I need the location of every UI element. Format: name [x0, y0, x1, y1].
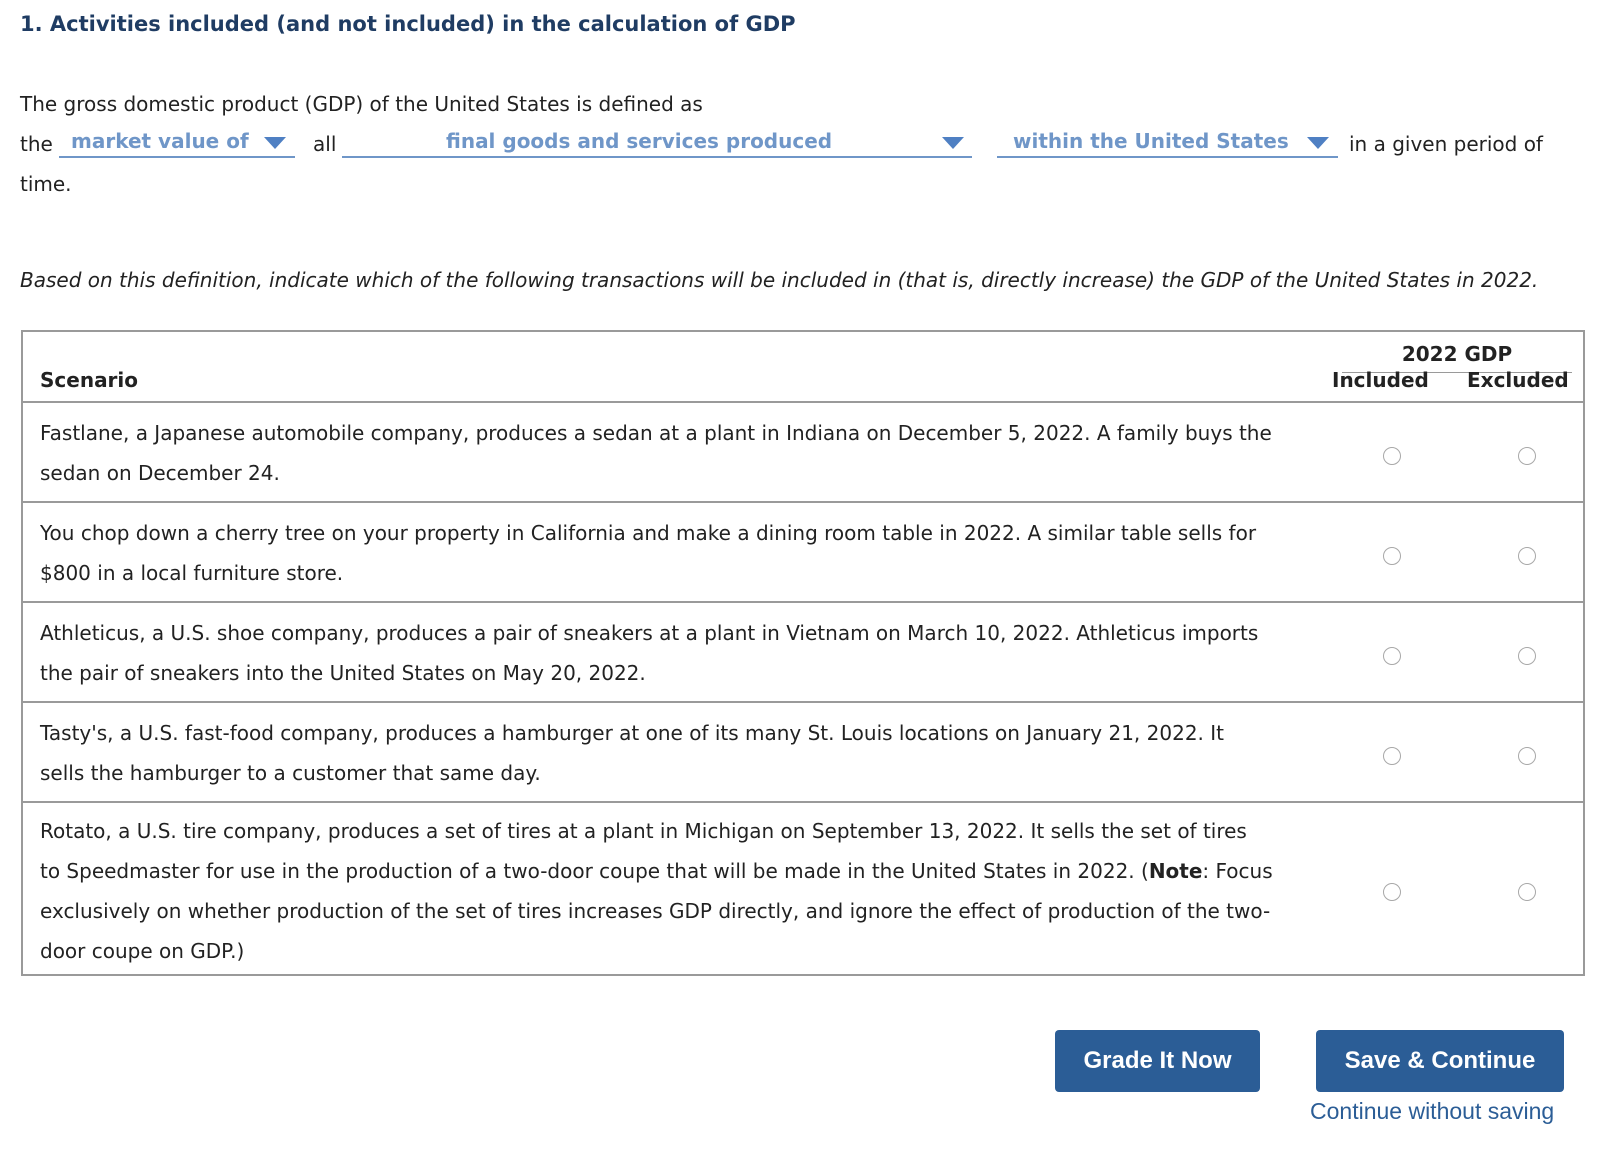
- scenario-text: Rotato, a U.S. tire company, produces a set of tires at a plant in Michigan on September 13, 2022. It sells the set of tires to Speedmaster for use in the production of a two-door coupe that will be made in the United States in 2022. (Note: Focus exclusively on whether production of the set of tires increases GDP directly, and ignore the effect of production of the two- door coupe on GDP.): [40, 819, 1273, 963]
- note-label: Note: [1148, 859, 1203, 883]
- scenario-text: Athleticus, a U.S. shoe company, produces a pair of sneakers at a plant in Vietnam on March 10, 2022. Athleticus imports the pair of sneakers into the United States on May 20, 2022.: [40, 621, 1259, 685]
- word-tail: in a given period of: [1349, 132, 1543, 156]
- radio-included[interactable]: [1383, 547, 1401, 565]
- table-row: [23, 601, 1583, 701]
- table-row: [23, 501, 1583, 601]
- radio-included[interactable]: [1383, 447, 1401, 465]
- dropdown-location[interactable]: [997, 128, 1338, 158]
- chevron-down-icon: [942, 137, 964, 149]
- radio-excluded[interactable]: [1518, 547, 1536, 565]
- radio-included[interactable]: [1383, 883, 1401, 901]
- radio-included[interactable]: [1383, 647, 1401, 665]
- dropdown-goods-type-label: final goods and services produced: [446, 129, 833, 153]
- column-group-header: 2022 GDP: [1342, 342, 1572, 373]
- word-all: all: [313, 132, 337, 156]
- definition-line-1: The gross domestic product (GDP) of the United States is defined as: [20, 92, 703, 116]
- question-title: 1. Activities included (and not included) in the calculation of GDP: [20, 12, 796, 36]
- scenario-header: Scenario: [40, 368, 139, 392]
- table-row: [23, 701, 1583, 801]
- radio-excluded[interactable]: [1518, 647, 1536, 665]
- radio-included[interactable]: [1383, 747, 1401, 765]
- instruction-text: Based on this definition, indicate which of the following transactions will be included in (that is, directly increase) the GDP of the United States in 2022.: [20, 268, 1539, 292]
- scenario-text: You chop down a cherry tree on your property in California and make a dining room table in 2022. A similar table sells for $800 in a local furniture store.: [40, 521, 1257, 585]
- chevron-down-icon: [264, 137, 286, 149]
- dropdown-value-type-label: market value of: [71, 129, 249, 153]
- gdp-table: [21, 330, 1585, 976]
- word-the: the: [20, 132, 53, 156]
- grade-it-now-button[interactable]: Grade It Now: [1055, 1030, 1260, 1092]
- scenario-text: Fastlane, a Japanese automobile company, produces a sedan at a plant in Indiana on December 5, 2022. A family buys the sedan on December 24.: [40, 421, 1272, 485]
- continue-without-saving-link[interactable]: Continue without saving: [1310, 1098, 1555, 1124]
- radio-excluded[interactable]: [1518, 447, 1536, 465]
- save-and-continue-button[interactable]: Save & Continue: [1316, 1030, 1564, 1092]
- dropdown-value-type[interactable]: [59, 128, 295, 158]
- radio-excluded[interactable]: [1518, 883, 1536, 901]
- dropdown-location-label: within the United States: [1013, 129, 1289, 153]
- radio-excluded[interactable]: [1518, 747, 1536, 765]
- table-row: [23, 801, 1583, 974]
- word-time: time.: [20, 172, 72, 196]
- included-header: Included: [1332, 368, 1429, 392]
- chevron-down-icon: [1307, 137, 1329, 149]
- dropdown-goods-type[interactable]: [342, 128, 972, 158]
- table-row: [23, 401, 1583, 501]
- scenario-text: Tasty's, a U.S. fast-food company, produces a hamburger at one of its many St. Louis locations on January 21, 2022. It sells the hamburger to a customer that same day.: [40, 721, 1224, 785]
- excluded-header: Excluded: [1467, 368, 1569, 392]
